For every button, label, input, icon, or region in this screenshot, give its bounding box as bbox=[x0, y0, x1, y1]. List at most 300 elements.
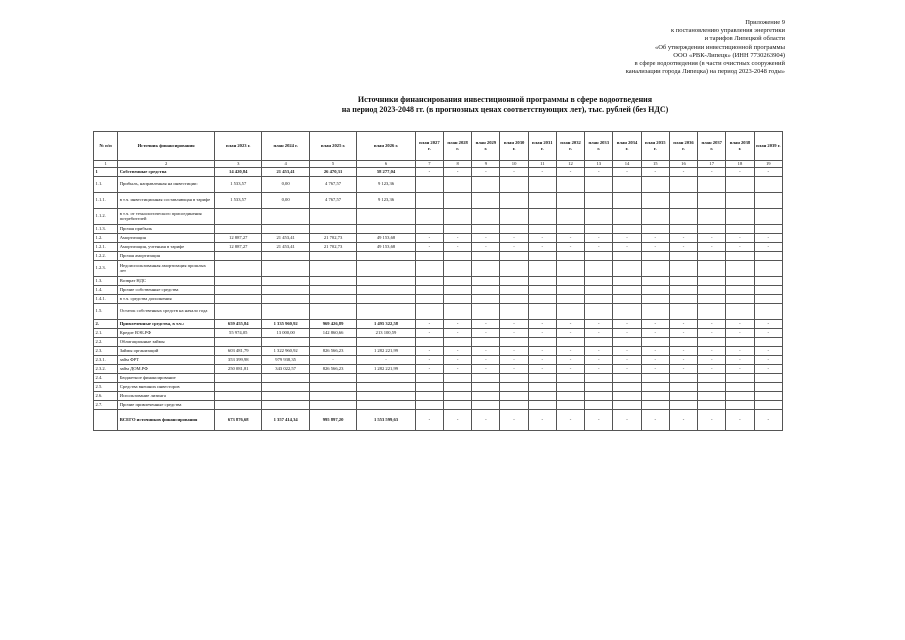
value-cell bbox=[698, 285, 726, 294]
value-cell bbox=[669, 391, 697, 400]
value-cell bbox=[472, 260, 500, 276]
value-cell: - bbox=[698, 242, 726, 251]
row-number-cell: 2.3.1. bbox=[94, 355, 118, 364]
value-cell bbox=[472, 208, 500, 224]
value-cell bbox=[357, 285, 416, 294]
value-cell: 58 277,04 bbox=[357, 167, 416, 176]
value-cell bbox=[726, 294, 754, 303]
column-header: план 2035 г. bbox=[641, 132, 669, 161]
column-header: план 2027 г. bbox=[415, 132, 443, 161]
value-cell: - bbox=[698, 364, 726, 373]
value-cell: - bbox=[556, 346, 584, 355]
value-cell bbox=[585, 224, 613, 233]
value-cell: 4 767,57 bbox=[309, 176, 356, 192]
value-cell bbox=[641, 224, 669, 233]
value-cell bbox=[641, 208, 669, 224]
value-cell: - bbox=[613, 346, 641, 355]
value-cell bbox=[613, 176, 641, 192]
value-cell bbox=[262, 373, 309, 382]
value-cell bbox=[415, 208, 443, 224]
value-cell: - bbox=[726, 364, 754, 373]
value-cell bbox=[415, 303, 443, 319]
row-number-cell: 2. bbox=[94, 319, 118, 328]
value-cell bbox=[528, 373, 556, 382]
value-cell bbox=[262, 337, 309, 346]
column-number: 7 bbox=[415, 161, 443, 168]
column-number: 14 bbox=[613, 161, 641, 168]
header-line: Приложение 9 bbox=[745, 19, 785, 26]
column-number: 2 bbox=[118, 161, 215, 168]
value-cell bbox=[669, 192, 697, 208]
value-cell: - bbox=[472, 233, 500, 242]
value-cell bbox=[613, 224, 641, 233]
value-cell bbox=[754, 303, 782, 319]
value-cell bbox=[641, 382, 669, 391]
table-row bbox=[94, 192, 783, 208]
value-cell: - bbox=[556, 242, 584, 251]
row-number-cell: 2.2. bbox=[94, 337, 118, 346]
value-cell: 21 702,73 bbox=[309, 233, 356, 242]
value-cell bbox=[613, 337, 641, 346]
source-name-cell: Кредит ВЭБ.РФ bbox=[118, 328, 215, 337]
value-cell: - bbox=[585, 319, 613, 328]
value-cell: - bbox=[726, 409, 754, 430]
row-number-cell: 1.5. bbox=[94, 303, 118, 319]
value-cell bbox=[472, 400, 500, 409]
column-number: 11 bbox=[528, 161, 556, 168]
value-cell bbox=[726, 208, 754, 224]
value-cell: 213 100,59 bbox=[357, 328, 416, 337]
row-number-cell: 1.1.2. bbox=[94, 208, 118, 224]
value-cell bbox=[641, 176, 669, 192]
value-cell: - bbox=[500, 346, 528, 355]
value-cell bbox=[215, 285, 262, 294]
value-cell bbox=[754, 373, 782, 382]
value-cell bbox=[556, 176, 584, 192]
value-cell bbox=[262, 285, 309, 294]
value-cell bbox=[556, 337, 584, 346]
value-cell bbox=[443, 294, 471, 303]
value-cell bbox=[309, 224, 356, 233]
source-name-cell: Амортизация bbox=[118, 233, 215, 242]
value-cell bbox=[415, 382, 443, 391]
value-cell: - bbox=[556, 167, 584, 176]
value-cell bbox=[641, 260, 669, 276]
source-name-cell: Недоиспользованная амортизация прошлых лет bbox=[118, 260, 215, 276]
value-cell bbox=[585, 208, 613, 224]
value-cell bbox=[556, 382, 584, 391]
value-cell bbox=[698, 208, 726, 224]
column-number: 4 bbox=[262, 161, 309, 168]
source-name-cell: Привлеченные средства, в т.ч.: bbox=[118, 319, 215, 328]
value-cell: - bbox=[472, 346, 500, 355]
value-cell: - bbox=[500, 364, 528, 373]
value-cell bbox=[528, 400, 556, 409]
value-cell bbox=[528, 208, 556, 224]
value-cell bbox=[698, 276, 726, 285]
value-cell: - bbox=[443, 346, 471, 355]
value-cell bbox=[357, 391, 416, 400]
value-cell: 1 553 599,63 bbox=[357, 409, 416, 430]
value-cell bbox=[262, 382, 309, 391]
value-cell: - bbox=[443, 167, 471, 176]
value-cell: 343 022,57 bbox=[262, 364, 309, 373]
source-name-cell: Прочая амортизация bbox=[118, 251, 215, 260]
value-cell bbox=[754, 285, 782, 294]
value-cell bbox=[415, 400, 443, 409]
value-cell bbox=[641, 391, 669, 400]
value-cell: - bbox=[726, 167, 754, 176]
column-number: 8 bbox=[443, 161, 471, 168]
value-cell: 969 426,89 bbox=[309, 319, 356, 328]
value-cell bbox=[443, 382, 471, 391]
source-name-cell: Средства внешних инвесторов bbox=[118, 382, 215, 391]
value-cell bbox=[215, 303, 262, 319]
value-cell bbox=[443, 176, 471, 192]
row-number-cell: 2.5. bbox=[94, 382, 118, 391]
column-header: план 2029 г. bbox=[472, 132, 500, 161]
value-cell bbox=[215, 251, 262, 260]
value-cell bbox=[309, 337, 356, 346]
value-cell: - bbox=[500, 242, 528, 251]
value-cell: - bbox=[528, 364, 556, 373]
value-cell: 49 153,68 bbox=[357, 242, 416, 251]
financing-table bbox=[93, 131, 783, 431]
value-cell bbox=[357, 400, 416, 409]
value-cell: - bbox=[556, 328, 584, 337]
value-cell bbox=[698, 382, 726, 391]
value-cell: - bbox=[641, 242, 669, 251]
value-cell: - bbox=[669, 319, 697, 328]
value-cell bbox=[309, 276, 356, 285]
value-cell bbox=[698, 391, 726, 400]
value-cell bbox=[698, 400, 726, 409]
value-cell bbox=[262, 276, 309, 285]
value-cell: - bbox=[415, 346, 443, 355]
value-cell bbox=[669, 382, 697, 391]
value-cell: 1 282 221,99 bbox=[357, 364, 416, 373]
value-cell bbox=[500, 303, 528, 319]
value-cell: - bbox=[556, 409, 584, 430]
value-cell: - bbox=[754, 233, 782, 242]
value-cell bbox=[528, 294, 556, 303]
value-cell: 26 470,31 bbox=[309, 167, 356, 176]
value-cell: - bbox=[669, 409, 697, 430]
value-cell bbox=[726, 276, 754, 285]
column-header: план 2023 г. bbox=[215, 132, 262, 161]
value-cell bbox=[262, 294, 309, 303]
value-cell bbox=[500, 176, 528, 192]
value-cell bbox=[698, 294, 726, 303]
value-cell bbox=[613, 285, 641, 294]
value-cell: - bbox=[415, 355, 443, 364]
value-cell bbox=[472, 192, 500, 208]
value-cell: - bbox=[415, 167, 443, 176]
value-cell: - bbox=[585, 364, 613, 373]
header-line: «Об утверждении инвестиционной программы bbox=[654, 43, 785, 51]
value-cell: 673 876,68 bbox=[215, 409, 262, 430]
row-number-cell: 1.2.3. bbox=[94, 260, 118, 276]
value-cell bbox=[613, 303, 641, 319]
value-cell bbox=[500, 260, 528, 276]
value-cell bbox=[669, 276, 697, 285]
value-cell bbox=[215, 337, 262, 346]
value-cell: - bbox=[613, 233, 641, 242]
value-cell: - bbox=[556, 355, 584, 364]
value-cell bbox=[472, 373, 500, 382]
column-header: план 2036 г. bbox=[669, 132, 697, 161]
value-cell bbox=[357, 294, 416, 303]
value-cell bbox=[556, 373, 584, 382]
value-cell: - bbox=[500, 328, 528, 337]
value-cell bbox=[641, 285, 669, 294]
value-cell bbox=[754, 176, 782, 192]
source-name-cell: в т.ч. средства дополнения bbox=[118, 294, 215, 303]
value-cell bbox=[215, 294, 262, 303]
value-cell bbox=[669, 400, 697, 409]
value-cell: 21 453,41 bbox=[262, 242, 309, 251]
value-cell bbox=[309, 285, 356, 294]
value-cell: 250 081,81 bbox=[215, 364, 262, 373]
source-name-cell: займ ФРТ bbox=[118, 355, 215, 364]
value-cell: - bbox=[641, 167, 669, 176]
value-cell: - bbox=[754, 364, 782, 373]
value-cell bbox=[472, 382, 500, 391]
value-cell bbox=[585, 294, 613, 303]
column-number: 12 bbox=[556, 161, 584, 168]
value-cell bbox=[500, 400, 528, 409]
value-cell bbox=[500, 337, 528, 346]
value-cell: - bbox=[443, 355, 471, 364]
table-row bbox=[94, 251, 783, 260]
value-cell: 0,00 bbox=[262, 176, 309, 192]
value-cell bbox=[443, 192, 471, 208]
value-cell: - bbox=[585, 167, 613, 176]
value-cell bbox=[309, 382, 356, 391]
header-line: к постановлению управления энергетики bbox=[670, 27, 785, 35]
value-cell bbox=[585, 337, 613, 346]
value-cell: - bbox=[613, 355, 641, 364]
value-cell bbox=[357, 382, 416, 391]
value-cell bbox=[528, 382, 556, 391]
document-header bbox=[545, 19, 785, 76]
value-cell: - bbox=[415, 364, 443, 373]
value-cell: - bbox=[754, 167, 782, 176]
value-cell bbox=[415, 373, 443, 382]
column-number: 17 bbox=[698, 161, 726, 168]
value-cell bbox=[754, 337, 782, 346]
title-line: Источники финансирования инвестиционной программы в сфере водоотведения bbox=[357, 95, 653, 104]
value-cell bbox=[754, 294, 782, 303]
value-cell: - bbox=[415, 319, 443, 328]
value-cell: 14 420,84 bbox=[215, 167, 262, 176]
value-cell bbox=[472, 224, 500, 233]
table-row bbox=[94, 409, 783, 430]
value-cell: 826 566,23 bbox=[309, 364, 356, 373]
value-cell: 1 533,57 bbox=[215, 176, 262, 192]
value-cell bbox=[556, 285, 584, 294]
value-cell: - bbox=[528, 167, 556, 176]
value-cell bbox=[726, 303, 754, 319]
value-cell: - bbox=[613, 242, 641, 251]
value-cell: - bbox=[472, 167, 500, 176]
value-cell bbox=[500, 294, 528, 303]
source-name-cell: Прочие привлеченные средства bbox=[118, 400, 215, 409]
value-cell: - bbox=[613, 167, 641, 176]
value-cell: - bbox=[528, 328, 556, 337]
value-cell: 1 533,57 bbox=[215, 192, 262, 208]
value-cell bbox=[669, 294, 697, 303]
value-cell bbox=[726, 337, 754, 346]
value-cell bbox=[669, 260, 697, 276]
value-cell bbox=[309, 303, 356, 319]
value-cell: - bbox=[443, 409, 471, 430]
value-cell bbox=[215, 208, 262, 224]
value-cell bbox=[641, 400, 669, 409]
row-number-cell: 1.1. bbox=[94, 176, 118, 192]
value-cell bbox=[309, 373, 356, 382]
header-line: и тарифов Липецкой области bbox=[704, 35, 785, 43]
value-cell: 9 123,36 bbox=[357, 176, 416, 192]
value-cell bbox=[443, 373, 471, 382]
value-cell bbox=[500, 276, 528, 285]
value-cell bbox=[726, 373, 754, 382]
value-cell bbox=[443, 285, 471, 294]
value-cell bbox=[585, 276, 613, 285]
value-cell: - bbox=[613, 409, 641, 430]
row-number-cell: 1.3. bbox=[94, 276, 118, 285]
source-name-cell: займ ДОМ.РФ bbox=[118, 364, 215, 373]
value-cell bbox=[641, 294, 669, 303]
value-cell bbox=[357, 373, 416, 382]
source-name-cell: Прочие собственные средства bbox=[118, 285, 215, 294]
value-cell: - bbox=[585, 346, 613, 355]
value-cell bbox=[415, 285, 443, 294]
value-cell: - bbox=[698, 319, 726, 328]
table-row bbox=[94, 328, 783, 337]
source-name-cell: Прочая прибыль bbox=[118, 224, 215, 233]
value-cell bbox=[698, 251, 726, 260]
value-cell bbox=[726, 400, 754, 409]
value-cell: - bbox=[754, 346, 782, 355]
value-cell: - bbox=[641, 328, 669, 337]
row-number-cell: 1.4. bbox=[94, 285, 118, 294]
value-cell bbox=[262, 303, 309, 319]
value-cell bbox=[585, 373, 613, 382]
column-header: план 2038 г. bbox=[726, 132, 754, 161]
value-cell bbox=[528, 192, 556, 208]
row-number-cell: 1.1.1. bbox=[94, 192, 118, 208]
source-name-cell: Амортизация, учтенная в тарифе bbox=[118, 242, 215, 251]
value-cell bbox=[309, 208, 356, 224]
value-cell bbox=[472, 294, 500, 303]
column-header: план 2031 г. bbox=[528, 132, 556, 161]
value-cell bbox=[669, 337, 697, 346]
table-row bbox=[94, 233, 783, 242]
value-cell: - bbox=[754, 355, 782, 364]
value-cell: - bbox=[698, 346, 726, 355]
value-cell bbox=[215, 224, 262, 233]
value-cell bbox=[556, 276, 584, 285]
value-cell bbox=[613, 400, 641, 409]
row-number-cell: 2.3. bbox=[94, 346, 118, 355]
value-cell bbox=[415, 192, 443, 208]
value-cell bbox=[585, 251, 613, 260]
value-cell bbox=[754, 382, 782, 391]
value-cell bbox=[754, 251, 782, 260]
value-cell bbox=[585, 192, 613, 208]
value-cell bbox=[415, 391, 443, 400]
value-cell: - bbox=[556, 233, 584, 242]
column-number: 13 bbox=[585, 161, 613, 168]
value-cell: - bbox=[585, 355, 613, 364]
value-cell bbox=[415, 337, 443, 346]
value-cell: - bbox=[754, 242, 782, 251]
column-header: план 2026 г. bbox=[357, 132, 416, 161]
value-cell: 826 566,23 bbox=[309, 346, 356, 355]
value-cell: - bbox=[472, 364, 500, 373]
value-cell bbox=[443, 337, 471, 346]
value-cell bbox=[472, 251, 500, 260]
value-cell bbox=[500, 285, 528, 294]
value-cell bbox=[528, 176, 556, 192]
value-cell: - bbox=[309, 355, 356, 364]
value-cell: - bbox=[443, 242, 471, 251]
value-cell: - bbox=[443, 233, 471, 242]
value-cell: - bbox=[641, 355, 669, 364]
value-cell: - bbox=[528, 242, 556, 251]
value-cell: - bbox=[528, 233, 556, 242]
value-cell bbox=[726, 224, 754, 233]
value-cell bbox=[698, 192, 726, 208]
table-row bbox=[94, 346, 783, 355]
value-cell: 353 399,98 bbox=[215, 355, 262, 364]
value-cell: - bbox=[472, 328, 500, 337]
source-name-cell: Облигационные займы bbox=[118, 337, 215, 346]
value-cell bbox=[669, 208, 697, 224]
title-line: на период 2023-2048 гг. (в прогнозных ценах соответствующих лет), тыс. рублей (без НДС) bbox=[341, 105, 669, 114]
value-cell: - bbox=[698, 409, 726, 430]
value-cell bbox=[528, 276, 556, 285]
table-row bbox=[94, 364, 783, 373]
column-number: 5 bbox=[309, 161, 356, 168]
column-header: план 2039 г. bbox=[754, 132, 782, 161]
value-cell bbox=[669, 303, 697, 319]
value-cell bbox=[472, 276, 500, 285]
value-cell: 21 453,41 bbox=[262, 167, 309, 176]
value-cell: 603 481,79 bbox=[215, 346, 262, 355]
value-cell bbox=[443, 260, 471, 276]
value-cell bbox=[443, 303, 471, 319]
value-cell bbox=[500, 251, 528, 260]
value-cell: 13 000,00 bbox=[262, 328, 309, 337]
value-cell: - bbox=[669, 364, 697, 373]
table-header-row bbox=[94, 132, 783, 161]
table-row bbox=[94, 373, 783, 382]
value-cell bbox=[754, 224, 782, 233]
value-cell: - bbox=[472, 355, 500, 364]
value-cell bbox=[726, 192, 754, 208]
value-cell bbox=[443, 276, 471, 285]
value-cell: - bbox=[669, 233, 697, 242]
value-cell: - bbox=[669, 242, 697, 251]
value-cell bbox=[415, 176, 443, 192]
value-cell: - bbox=[641, 364, 669, 373]
column-header: план 2033 г. bbox=[585, 132, 613, 161]
value-cell bbox=[556, 400, 584, 409]
value-cell bbox=[754, 192, 782, 208]
row-number-cell bbox=[94, 409, 118, 430]
